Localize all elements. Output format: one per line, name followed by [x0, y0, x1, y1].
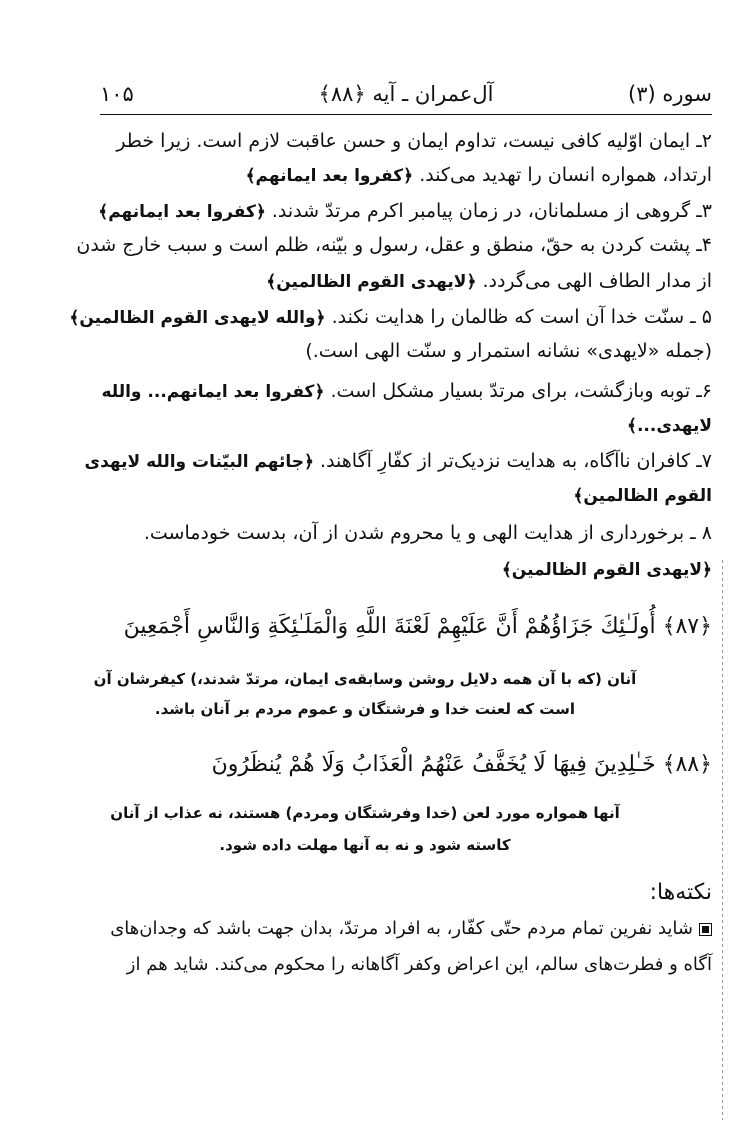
lesson-text: (جمله «لایهدی» نشانه استمرار و سنّت الهی است.) — [305, 340, 712, 362]
verse-88-translation-line-1: آنها همواره مورد لعن (خدا وفرشتگان ومردم) هستند، نه عذاب از آنان — [110, 804, 620, 822]
lesson-quote: ﴿لایهدی القوم الظالمین﴾ — [266, 272, 477, 292]
lesson-line — [76, 234, 712, 256]
lesson-text: از مدار الطاف الهی می‌گردد. — [482, 270, 712, 292]
notes-line-2: آگاه و فطرت‌های سالم، این اعراض وکفر آگاهانه را محکوم می‌کند. شاید هم از — [126, 954, 712, 975]
notes-line-1 — [110, 918, 712, 939]
verse-87-translation-line-2: است که لعنت خدا و فرشتگان و عموم مردم بر آنان باشد. — [154, 700, 576, 718]
lesson-text: ۸ ـ برخورداری از هدایت الهی و یا محروم شدن از آن، بدست خودماست. — [143, 522, 712, 544]
lesson-text: ۶ـ توبه وبازگشت، برای مرتدّ بسیار مشکل است. — [330, 380, 712, 402]
lesson-text: ۵ ـ سنّت خدا آن است که ظالمان را هدایت نکند. — [331, 306, 712, 328]
lesson-quote: القوم الظالمین﴾ — [573, 486, 712, 506]
lesson-line — [69, 306, 712, 328]
lesson-text: ۲ـ ایمان اوّلیه کافی نیست، تداوم ایمان و حسن عاقبت لازم است. زیرا خطر — [116, 130, 712, 152]
margin-rule — [722, 560, 723, 1120]
lesson-line — [627, 414, 712, 436]
lesson-quote: ﴿جائهم البیّنات والله لایهدی — [84, 452, 314, 472]
notes-title: نکته‌ها: — [649, 880, 712, 905]
page-header — [100, 80, 712, 115]
notes-line-1-text: شاید نفرین تمام مردم حتّی کفّار، به افراد مرتدّ، بدان جهت باشد که وجدان‌های — [110, 918, 693, 939]
lesson-line — [502, 558, 712, 580]
lesson-line — [573, 484, 712, 506]
lesson-line — [101, 380, 712, 402]
lesson-quote: ﴿کفروا بعد ایمانهم﴾ — [98, 202, 266, 222]
lesson-text: ۴ـ پشت کردن به حقّ، منطق و عقل، رسول و بیّنه، ظلم است و سبب خارج شدن — [76, 234, 712, 256]
lesson-line — [144, 522, 712, 544]
verse-87: ﴿۸۷﴾ أُولَـٰئِكَ جَزَاؤُهُمْ أَنَّ عَلَيْهِمْ لَعْنَةَ اللَّهِ وَالْمَلَـٰئِكَةِ وَالنَّاسِ أَجْمَعِينَ — [123, 614, 712, 639]
lesson-text: ۷ـ کافران ناآگاه، به هدایت نزدیک‌تر از کفّارِ آگاهند. — [320, 450, 712, 472]
section-label: آل‌عمران ـ آیه ﴿۸۸﴾ — [318, 82, 494, 106]
lesson-line — [98, 200, 712, 222]
surah-label: سوره (۳) — [628, 82, 712, 106]
lesson-quote: ﴿والله لایهدی القوم الظالمین﴾ — [69, 308, 326, 328]
lesson-line — [266, 270, 712, 292]
verse-88-translation-line-2: کاسته شود و نه به آنها مهلت داده شود. — [219, 836, 511, 854]
lesson-text: ۳ـ گروهی از مسلمانان، در زمان پیامبر اکرم مرتدّ شدند. — [271, 200, 712, 222]
lesson-quote: ﴿لایهدی القوم الظالمین﴾ — [501, 560, 712, 580]
square-bullet-icon — [699, 923, 712, 936]
lesson-quote: لایهدی...﴾ — [627, 416, 712, 436]
lesson-quote: ﴿کفروا بعد ایمانهم... والله — [101, 382, 325, 402]
page-number: ۱۰۵ — [100, 82, 134, 106]
lesson-line — [116, 130, 712, 152]
lesson-line — [246, 164, 712, 186]
verse-87-translation-line-1: آنان (که با آن همه دلایل روشن وسابقه‌ی ایمان، مرتدّ شدند،) کیفرشان آن — [93, 670, 637, 688]
lesson-text: ارتداد، همواره انسان را تهدید می‌کند. — [419, 164, 712, 186]
lesson-line — [305, 340, 712, 362]
verse-88: ﴿۸۸﴾ خَـٰلِدِينَ فِيهَا لَا يُخَفَّفُ عَنْهُمُ الْعَذَابُ وَلَا هُمْ يُنظَرُونَ — [211, 752, 712, 777]
lesson-quote: ﴿کفروا بعد ایمانهم﴾ — [245, 166, 414, 186]
lesson-line — [85, 450, 713, 472]
